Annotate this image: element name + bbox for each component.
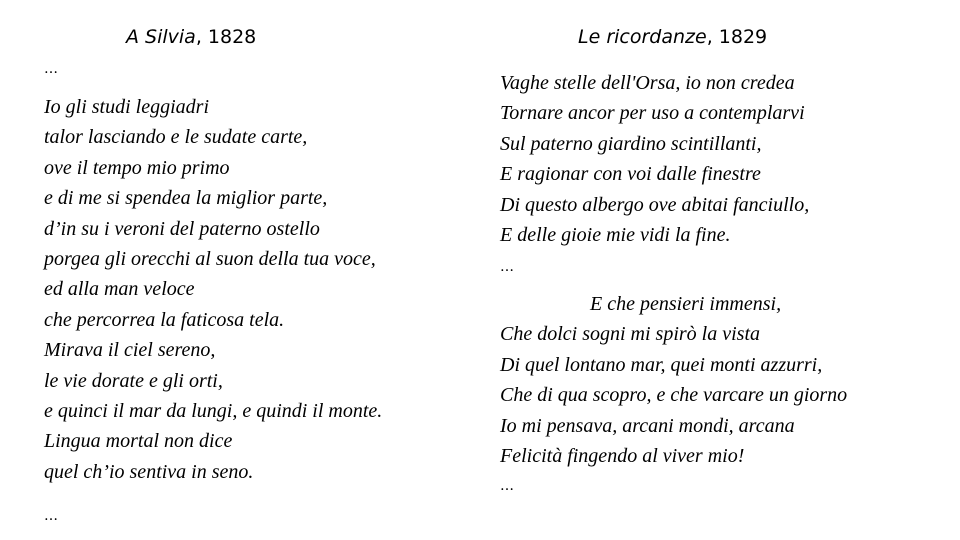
verse-line: quel ch’io sentiva in seno. bbox=[44, 460, 254, 483]
poem-title-separator: , bbox=[195, 26, 208, 48]
verse-line: Che di qua scopro, e che varcare un giorno bbox=[500, 384, 848, 407]
verse-line: E ragionar con voi dalle finestre bbox=[500, 163, 761, 186]
verse-line: Felicità fingendo al viver mio! bbox=[500, 445, 745, 468]
verse-line: E delle gioie mie vidi la fine. bbox=[500, 224, 731, 247]
poem-title bbox=[578, 26, 767, 48]
ellipsis: … bbox=[500, 478, 514, 494]
verse-line: e di me si spendea la miglior parte, bbox=[44, 187, 328, 210]
verse-line: Io gli studi leggiadri bbox=[44, 96, 209, 118]
ellipsis: … bbox=[44, 61, 58, 77]
verse-line: E che pensieri immensi, bbox=[590, 293, 782, 315]
poem-title-separator: , bbox=[706, 26, 719, 48]
poem-title bbox=[126, 26, 256, 48]
verse-line: talor lasciando e le sudate carte, bbox=[44, 126, 308, 149]
verse-line: ed alla man veloce bbox=[44, 278, 195, 301]
verse-line: Lingua mortal non dice bbox=[44, 430, 233, 453]
verse-line: ove il tempo mio primo bbox=[44, 156, 230, 179]
poem-title-year: 1829 bbox=[718, 26, 768, 48]
verse-line: Che dolci sogni mi spirò la vista bbox=[500, 323, 760, 346]
verse-line: Tornare ancor per uso a contemplarvi bbox=[500, 102, 805, 125]
verse-line: Di questo albergo ove abitai fanciullo, bbox=[500, 193, 810, 216]
verse-line: le vie dorate e gli orti, bbox=[44, 369, 223, 392]
ellipsis: … bbox=[44, 508, 58, 524]
verse-line: che percorrea la faticosa tela. bbox=[44, 308, 285, 331]
verse-line: Io mi pensava, arcani mondi, arcana bbox=[500, 414, 795, 437]
verse-line: Vaghe stelle dell'Orsa, io non credea bbox=[500, 72, 795, 94]
verse-line: e quinci il mar da lungi, e quindi il monte. bbox=[44, 400, 383, 423]
poem-stanza bbox=[44, 92, 382, 487]
verse-line: Sul paterno giardino scintillanti, bbox=[500, 132, 762, 155]
verse-line: porgea gli orecchi al suon della tua voce, bbox=[44, 248, 376, 271]
poem-stanza bbox=[500, 68, 809, 250]
poem-title-year: 1828 bbox=[207, 26, 257, 48]
verse-line: Di quel lontano mar, quei monti azzurri, bbox=[500, 353, 823, 376]
ellipsis: … bbox=[500, 259, 514, 275]
poem-stanza bbox=[500, 289, 847, 471]
verse-line: d’in su i veroni del paterno ostello bbox=[44, 217, 320, 240]
verse-line: Mirava il ciel sereno, bbox=[44, 339, 216, 362]
poem-title-work: Le ricordanze bbox=[578, 26, 707, 48]
poem-title-work: A Silvia bbox=[126, 26, 196, 48]
